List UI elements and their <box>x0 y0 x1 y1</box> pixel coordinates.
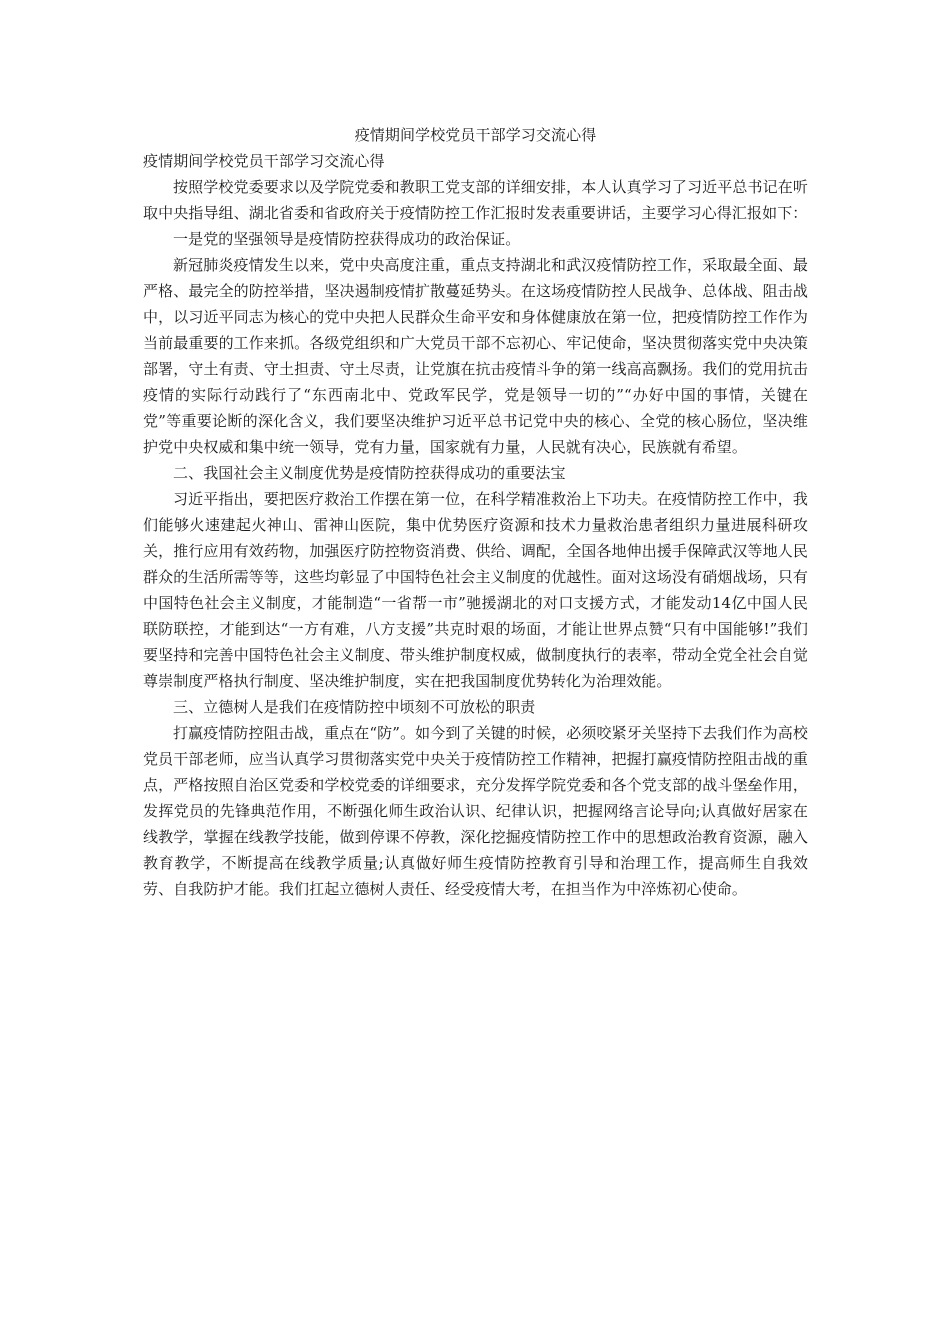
document-page <box>143 122 808 902</box>
section-3-paragraph: 打赢疫情防控阻击战，重点在“防”。如今到了关键的时候，必须咬紧牙关坚持下去我们作为高校党员干部老师，应当认真学习贯彻落实党中央关于疫情防控工作精神，把握打赢疫情防控阻击战的重点，严格按照自治区党委和学校党委的详细要求，充分发挥学院党委和各个党支部的战斗堡垒作用，发挥党员的先锋典范作用，不断强化师生政治认识、纪律认识，把握网络言论导向;认真做好居家在线教学，掌握在线教学技能，做到停课不停教，深化挖掘疫情防控工作中的思想政治教育资源，融入教育教学，不断提高在线教学质量;认真做好师生疫情防控教育引导和治理工作，提高师生自我效劳、自我防护才能。我们扛起立德树人责任、经受疫情大考，在担当作为中淬炼初心使命。 <box>143 724 808 898</box>
section-1-paragraph: 新冠肺炎疫情发生以来，党中央高度注重，重点支持湖北和武汉疫情防控工作，采取最全面、最严格、最完全的防控举措，坚决遏制疫情扩散蔓延势头。在这场疫情防控人民战争、总体战、阻击战中，以习近平同志为核心的党中央把人民群众生命平安和身体健康放在第一位，把疫情防控工作作为当前最重要的工作来抓。各级党组织和广大党员干部不忘初心、牢记使命，坚决贯彻落实党中央决策部署，守土有责、守土担责、守土尽责，让党旗在抗击疫情斗争的第一线高高飘扬。我们的党用抗击疫情的实际行动践行了“东西南北中、党政军民学，党是领导一切的”“办好中国的事情，关键在党”等重要论断的深化含义，我们要坚决维护习近平总书记党中央的核心、全党的核心肠位，坚决维护党中央权威和集中统一领导，党有力量，国家就有力量，人民就有决心，民族就有希望。 <box>143 256 808 456</box>
intro-paragraph: 按照学校党委要求以及学院党委和教职工党支部的详细安排，本人认真学习了习近平总书记在听取中央指导组、湖北省委和省政府关于疫情防控工作汇报时发表重要讲话，主要学习心得汇报如下： <box>143 178 808 222</box>
section-2-heading: 二、我国社会主义制度优势是疫情防控获得成功的重要法宝 <box>173 464 566 482</box>
section-1-heading: 一是党的坚强领导是疫情防控获得成功的政治保证。 <box>173 230 521 248</box>
section-2-paragraph: 习近平指出，要把医疗救治工作摆在第一位，在科学精准救治上下功夫。在疫情防控工作中，我们能够火速建起火神山、雷神山医院，集中优势医疗资源和技术力量救治患者组织力量进展科研攻关，推行应用有效药物，加强医疗防控物资消费、供给、调配，全国各地伸出援手保障武汉等地人民群众的生活所需等等，这些均彰显了中国特色社会主义制度的优越性。面对这场没有硝烟战场，只有中国特色社会主义制度，才能制造“一省帮一市”驰援湖北的对口支援方式，才能发动14亿中国人民联防联控，才能到达“一方有难，八方支援”共克时艰的场面，才能让世界点赞“只有中国能够!”我们要坚持和完善中国特色社会主义制度、带头维护制度权威，做制度执行的表率，带动全党全社会自觉尊崇制度严格执行制度、坚决维护制度，实在把我国制度优势转化为治理效能。 <box>143 490 808 690</box>
document-title: 疫情期间学校党员干部学习交流心得 <box>354 126 597 144</box>
section-3-heading: 三、立德树人是我们在疫情防控中顷刻不可放松的职责 <box>173 698 536 716</box>
document-subtitle: 疫情期间学校党员干部学习交流心得 <box>143 152 385 170</box>
